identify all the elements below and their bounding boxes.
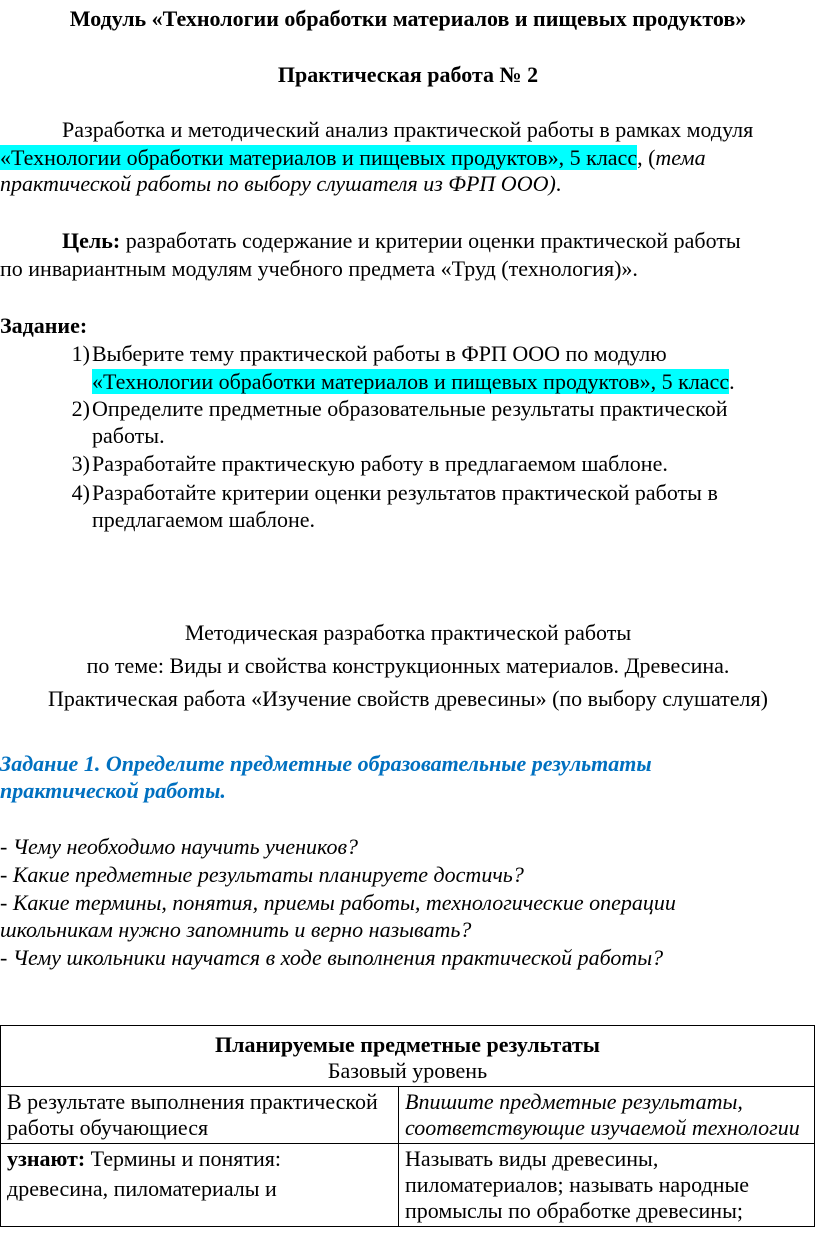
learn-text-2: древесина, пиломатериалы и [7, 1176, 277, 1201]
task-item-text: Разработайте практическую работу в предлагаемом шаблоне. [92, 451, 668, 476]
intro-line-3 [0, 171, 816, 197]
intro-line-2 [0, 145, 816, 171]
results-table [0, 1025, 815, 1227]
intro-italic-tema: тема [655, 145, 706, 170]
method-line-2: по теме: Виды и свойства конструкционных материалов. Древесина. [86, 653, 730, 678]
intro-tail: , ( [637, 145, 656, 170]
question-2: - Какие предметные результаты планируете достичь? [0, 862, 524, 887]
table-cell: Впишите предметные результаты, соответствующие изучаемой технологии [399, 1087, 815, 1144]
intro-italic-topic: практической работы по выбору слушателя из ФРП ООО) [0, 171, 556, 196]
method-line-1: Методическая разработка практической работы [184, 620, 632, 645]
table-row [1, 1144, 815, 1227]
highlight-module-name-2: «Технологии обработки материалов и пищевых продуктов», 5 класс [92, 369, 730, 394]
learn-label: узнают: [7, 1146, 86, 1171]
task-item-text: предлагаемом шаблоне. [92, 507, 316, 532]
intro-line-1: Разработка и методический анализ практической работы в рамках модуля [62, 117, 754, 142]
task1-line-1: Задание 1. Определите предметные образовательные результаты [0, 751, 652, 776]
goal-label: Цель: [62, 228, 121, 253]
table-cell: Называть виды древесины, пиломатериалов; называть народные промыслы по обработке древесины; [399, 1144, 815, 1227]
table-cell: В результате выполнения практической работы обучающиеся [1, 1087, 399, 1144]
question-4: - Чему школьники научатся в ходе выполнения практической работы? [0, 945, 664, 970]
question-3-cont: школьникам нужно запомнить и верно называть? [0, 917, 472, 942]
table-header-subtitle: Базовый уровень [327, 1058, 488, 1083]
table-header-title: Планируемые предметные результаты [215, 1032, 600, 1057]
task-item-number: 2) [71, 396, 90, 421]
question-3: - Какие термины, понятия, приемы работы, технологические операции [0, 890, 676, 915]
task1-line-2: практической работы. [0, 778, 226, 803]
task-item-text: работы. [92, 423, 165, 448]
task-item-end: . [729, 369, 735, 394]
task-label: Задание: [0, 313, 88, 338]
goal-line-1 [0, 228, 816, 254]
task-item-number: 3) [71, 451, 90, 476]
table-header-cell [1, 1026, 815, 1087]
intro-end: . [555, 171, 562, 196]
task-item-number: 1) [71, 341, 90, 366]
question-1: - Чему необходимо научить учеников? [0, 834, 359, 859]
practical-title: Практическая работа № 2 [277, 62, 539, 87]
goal-text-1: разработать содержание и критерии оценки практической работы [120, 228, 741, 253]
table-cell [1, 1144, 399, 1227]
task-item-number: 4) [71, 480, 90, 505]
task-item-text: Разработайте критерии оценки результатов практической работы в [92, 480, 718, 505]
task-item-text: Определите предметные образовательные результаты практической [92, 396, 728, 421]
highlight-module-name: «Технологии обработки материалов и пищевых продуктов», 5 класс [0, 145, 638, 170]
module-title: Модуль «Технологии обработки материалов и пищевых продуктов» [69, 6, 747, 31]
method-line-3: Практическая работа «Изучение свойств древесины» (по выбору слушателя) [48, 686, 768, 711]
learn-text: Термины и понятия: [85, 1146, 282, 1171]
goal-line-2: по инвариантным модулям учебного предмета «Труд (технология)». [0, 256, 638, 281]
table-row [1, 1087, 815, 1144]
task-item-text: Выберите тему практической работы в ФРП ООО по модулю [92, 341, 667, 366]
table-header-row [1, 1026, 815, 1087]
